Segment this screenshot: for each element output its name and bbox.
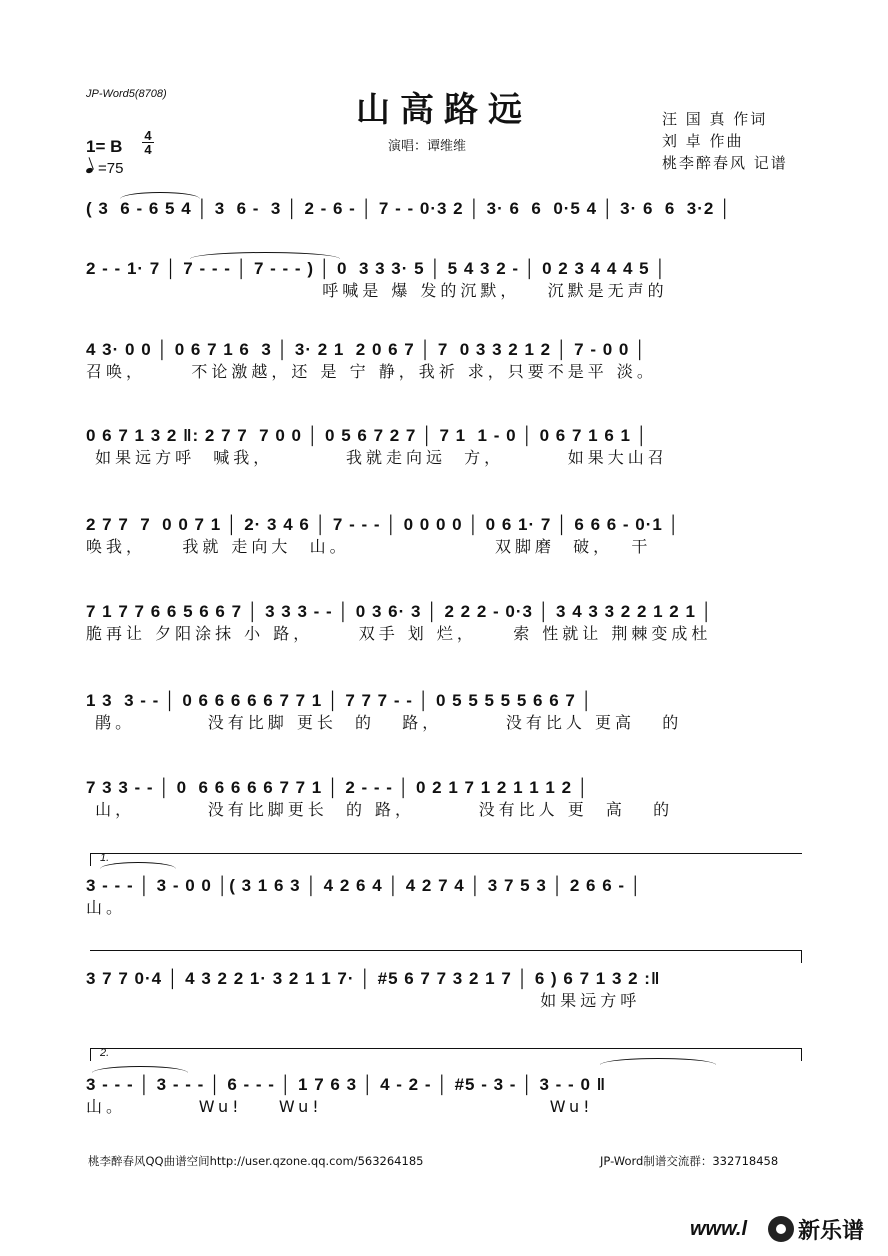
score-line-10 [86,968,806,1012]
quarter-note-icon [85,167,93,174]
lyrics [86,220,806,242]
score-line-6 [86,601,806,645]
score-line-2 [86,258,806,302]
lyrics: 山。 Wu! Wu! Wu! [86,1097,594,1116]
score-line-8 [86,777,806,821]
song-title: 山高路远 [356,90,532,130]
notes: 3 - - - │ 3 - - - │ 6 - - - │ 1 7 6 3 │ 4 - 2 - │ #5 - 3 - │ 3 - - 0 ‖ [86,1075,607,1094]
volta-line [90,950,802,951]
score-line-7 [86,690,806,734]
score-line-5 [86,514,806,558]
notes: ( 3 6 - 6 5 4 │ 3 6 - 3 │ 2 - 6 - │ 7 - - 0·3 2 │ 3· 6 6 0·5 4 │ 3· 6 6 3·2 │ [86,199,732,218]
lyrics: 如果远方呼 喊我， 我就走向远 方， 如果大山召 [86,448,668,467]
software-label: JP-Word5(8708) [86,88,167,100]
composer: 刘 卓 作曲 [662,132,744,150]
slur-mark [600,1058,716,1065]
footer-right: JP-Word制谱交流群：332718458 [600,1154,779,1168]
notes: 3 7 7 0·4 │ 4 3 2 2 1· 3 2 1 1 7· │ #5 6 7 7 3 2 1 7 │ 6 ) 6 7 1 3 2 :‖ [86,969,661,988]
notes: 7 1 7 7 6 6 5 6 6 7 │ 3 3 3 - - │ 0 3 6· 3 │ 2 2 2 - 0·3 │ 3 4 3 3 2 2 1 2 1 │ [86,602,714,621]
time-denominator: 4 [144,142,152,157]
lyricist: 汪 国 真 作词 [662,110,768,128]
notes: 0 6 7 1 3 2 ‖: 2 7 7 7 0 0 │ 0 5 6 7 2 7 │ 7 1 1 - 0 │ 0 6 7 1 6 1 │ [86,426,649,445]
slur-mark [190,252,340,259]
score-line-1 [86,198,806,242]
score-line-4 [86,425,806,469]
brand-name: 新乐谱 [798,1219,865,1244]
lyrics: 呼喊是 爆 发的沉默， 沉默是无声的 [86,281,668,300]
credits [662,108,788,174]
volta-label: 2. [100,1047,110,1059]
lyrics: 山， 没有比脚更长 的 路， 没有比人 更 高 的 [86,800,674,819]
footer-left: 桃李醉春风QQ曲谱空间http://user.qzone.qq.com/563264185 [88,1154,424,1168]
watermark-url: www.l [690,1218,748,1240]
score-line-3 [86,339,806,383]
lyrics: 唤我， 我就 走向大 山。 双脚磨 破， 干 [86,537,652,556]
lyrics: 脆再让 夕阳涂抹 小 路， 双手 划 烂， 索 性就让 荆棘变成杜 [86,624,712,643]
volta-label: 1. [100,852,110,864]
lyrics: 山。 [86,898,127,917]
time-signature [142,129,154,156]
notes: 7 3 3 - - │ 0 6 6 6 6 6 7 7 1 │ 2 - - - │ 0 2 1 7 1 2 1 1 1 2 │ [86,778,590,797]
disc-logo-icon [768,1216,794,1242]
lyrics: 如果远方呼 [86,991,641,1010]
volta-first-ending [90,853,802,864]
notes: 2 7 7 7 0 0 7 1 │ 2· 3 4 6 │ 7 - - - │ 0 0 0 0 │ 0 6 1· 7 │ 6 6 6 - 0·1 │ [86,515,681,534]
notes: 1 3 3 - - │ 0 6 6 6 6 6 7 7 1 │ 7 7 7 - - │ 0 5 5 5 5 5 6 6 7 │ [86,691,594,710]
volta-second-ending [90,1048,802,1059]
notes: 3 - - - │ 3 - 0 0 │( 3 1 6 3 │ 4 2 6 4 │ 4 2 7 4 │ 3 7 5 3 │ 2 6 6 - │ [86,876,643,895]
slur-mark [120,192,200,199]
lyrics: 鹃。 没有比脚 更长 的 路， 没有比人 更高 的 [86,713,683,732]
notes: 4 3· 0 0 │ 0 6 7 1 6 3 │ 3· 2 1 2 0 6 7 │ 7 0 3 3 2 1 2 │ 7 - 0 0 │ [86,340,647,359]
tempo-marking [86,160,123,177]
key-signature: 1= B [86,137,123,156]
transcriber: 桃李醉春风 记谱 [662,154,788,172]
lyrics: 召唤， 不论激越，还 是 宁 静，我祈 求，只要不是平 淡。 [86,362,657,381]
notes: 2 - - 1· 7 │ 7 - - - │ 7 - - - ) │ 0 3 3 3· 5 │ 5 4 3 2 - │ 0 2 3 4 4 4 5 │ [86,259,667,278]
time-numerator: 4 [144,128,152,143]
slur-mark [92,1066,188,1073]
tempo-value: =75 [98,160,124,177]
score-line-11 [86,1074,806,1118]
singer-label: 演唱：谭维维 [388,139,467,154]
slur-mark [100,862,176,869]
score-line-9 [86,875,806,919]
